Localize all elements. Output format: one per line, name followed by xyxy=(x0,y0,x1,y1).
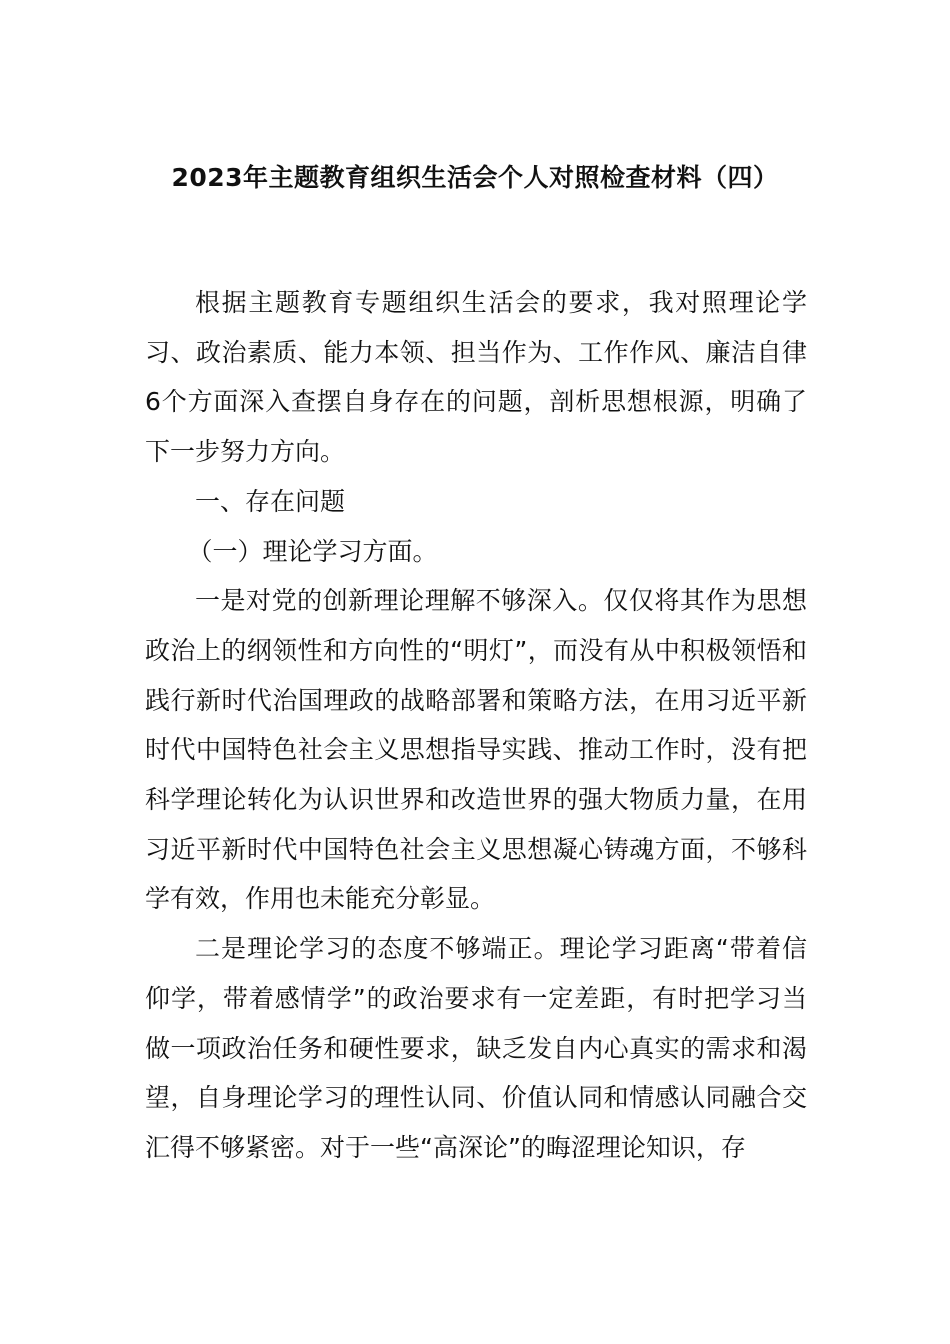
document-body xyxy=(145,278,807,1173)
intro-paragraph: 根据主题教育专题组织生活会的要求，我对照理论学习、政治素质、能力本领、担当作为、工作作风、廉洁自律6个方面深入查摆自身存在的问题，剖析思想根源，明确了下一步努力方向。 xyxy=(145,288,807,467)
section-heading-problems: 一、存在问题 xyxy=(195,486,346,516)
paragraph-item-1: 一是对党的创新理论理解不够深入。仅仅将其作为思想政治上的纲领性和方向性的“明灯”，而没有从中积极领悟和践行新时代治国理政的战略部署和策略方法，在用习近平新时代中国特色社会主义思想指导实践、推动工作时，没有把科学理论转化为认识世界和改造世界的强大物质力量，在用习近平新时代中国特色社会主义思想凝心铸魂方面，不够科学有效，作用也未能充分彰显。 xyxy=(145,586,807,914)
document-title: 2023年主题教育组织生活会个人对照检查材料（四） xyxy=(171,163,779,192)
subsection-heading-theory-study: （一）理论学习方面。 xyxy=(187,536,438,566)
paragraph-item-2: 二是理论学习的态度不够端正。理论学习距离“带着信仰学，带着感情学”的政治要求有一定差距，有时把学习当做一项政治任务和硬性要求，缺乏发自内心真实的需求和渴望，自身理论学习的理性认同、价值认同和情感认同融合交汇得不够紧密。对于一些“高深论”的晦涩理论知识，存 xyxy=(145,934,807,1162)
